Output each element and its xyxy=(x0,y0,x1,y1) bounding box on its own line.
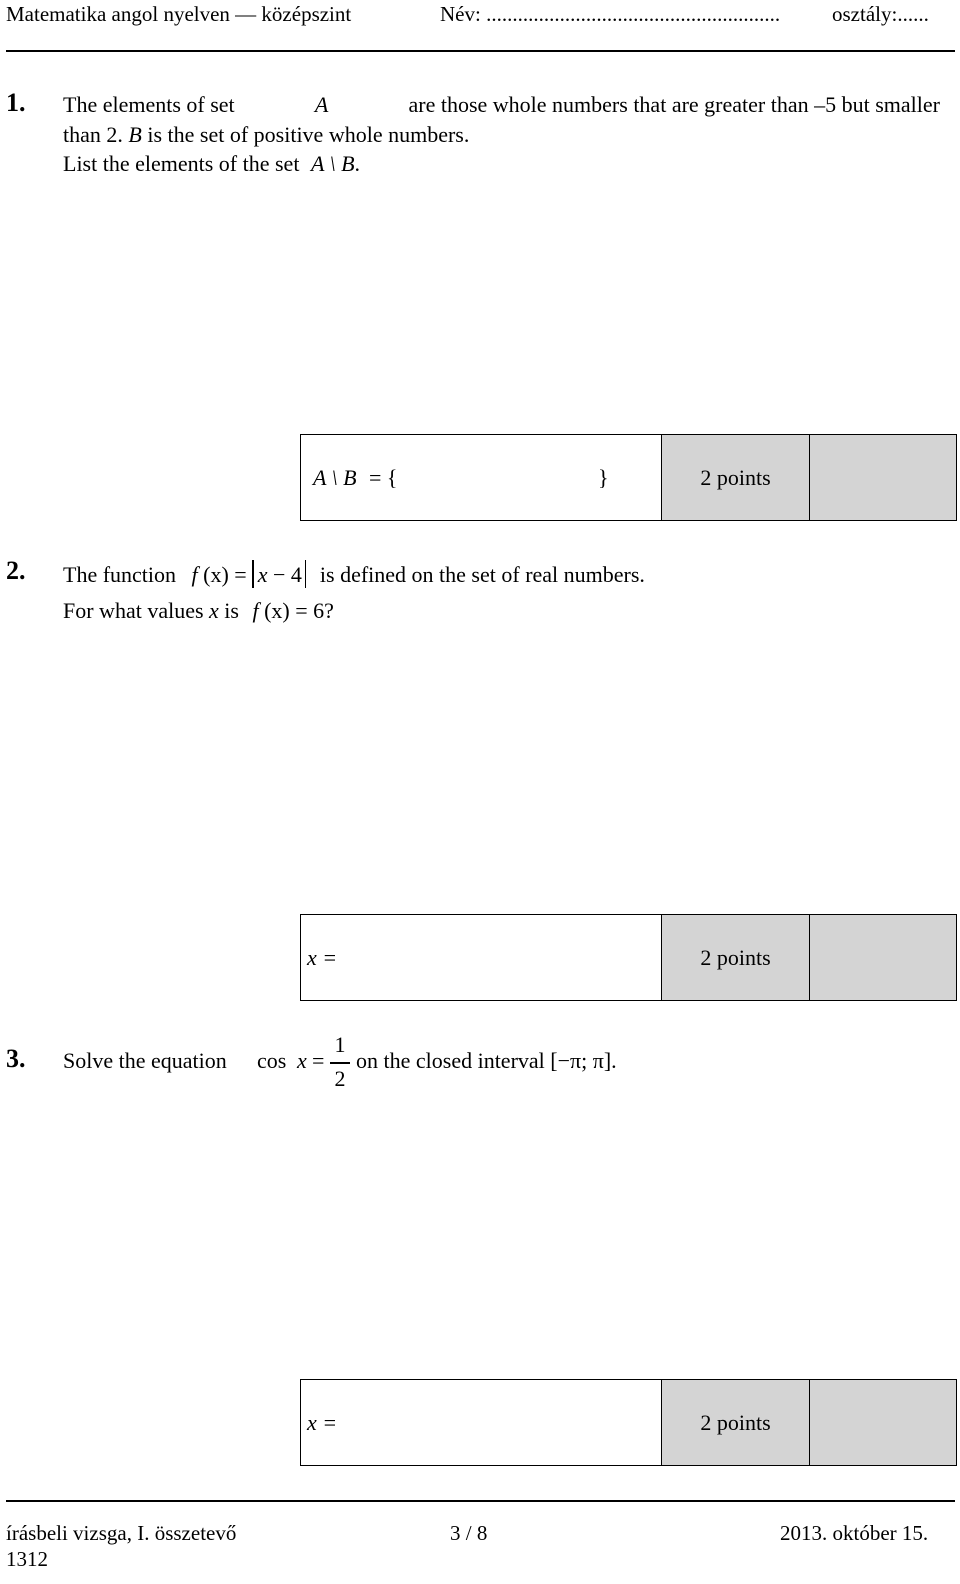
answer-box-3 xyxy=(300,1379,957,1466)
footer-left: írásbeli vizsga, I. összetevő xyxy=(6,1521,237,1545)
question-1-line-2 xyxy=(63,122,469,148)
answer-box-1 xyxy=(300,434,957,521)
answer-1-label: A \ B xyxy=(313,465,357,490)
score-cell-1 xyxy=(810,435,956,520)
answer-field-1[interactable] xyxy=(301,435,662,520)
question-1-line-1 xyxy=(63,92,940,118)
answer-2-label: x = xyxy=(307,945,338,970)
header-title: Matematika angol nyelven — középszint xyxy=(6,2,352,26)
function-f-2: f xyxy=(252,598,259,623)
question-1-number: 1. xyxy=(6,88,26,117)
question-1-text: The elements of set xyxy=(63,92,235,117)
points-cell-3: 2 points xyxy=(662,1380,810,1465)
footer-date: 2013. október 15. xyxy=(780,1521,929,1545)
question-1-instruction: List the elements of the set xyxy=(63,151,300,176)
question-mark: ? xyxy=(324,598,334,623)
question-1-text-d: is the set of positive whole numbers. xyxy=(147,122,470,147)
header-rule xyxy=(6,50,955,52)
answer-1-close: } xyxy=(598,465,609,490)
question-3-text: Solve the equation xyxy=(63,1048,227,1073)
var-x: x xyxy=(209,598,219,623)
abs-bar-left xyxy=(252,560,254,588)
footer-code: 1312 xyxy=(6,1547,48,1571)
points-cell-1: 2 points xyxy=(662,435,810,520)
set-difference-expr: A \ B xyxy=(310,151,355,176)
footer-page-number: 3 / 8 xyxy=(450,1521,488,1545)
set-b-var: B xyxy=(128,122,142,147)
answer-1-eq: = { xyxy=(369,465,398,490)
fraction-numerator: 1 xyxy=(334,1032,346,1057)
answer-box-2 xyxy=(300,914,957,1001)
question-3-text-b: on the closed interval [−π; π]. xyxy=(356,1048,617,1073)
header-name-field: Név: ........................................................ xyxy=(440,2,781,26)
function-f: f xyxy=(191,562,198,587)
question-1-period: . xyxy=(354,151,361,176)
points-cell-2: 2 points xyxy=(662,915,810,1000)
answer-field-3[interactable] xyxy=(301,1380,662,1465)
question-1-text-b: are those whole numbers that are greater than –5 but smaller xyxy=(408,92,940,117)
question-2-question: For what values xyxy=(63,598,204,623)
cos-function: cos xyxy=(257,1048,287,1073)
function-value-expr: (x) = 6 xyxy=(264,598,325,623)
answer-field-2[interactable] xyxy=(301,915,662,1000)
question-2-text-b: is defined on the set of real numbers. xyxy=(319,562,645,587)
function-arg: (x) = xyxy=(203,562,247,587)
abs-rest: − 4 xyxy=(272,562,302,587)
score-cell-2 xyxy=(810,915,956,1000)
footer-rule xyxy=(6,1500,955,1502)
score-cell-3 xyxy=(810,1380,956,1465)
equals-sign: = xyxy=(312,1048,325,1073)
abs-var: x xyxy=(257,562,268,587)
fraction-denominator: 2 xyxy=(334,1066,346,1091)
cos-var: x xyxy=(297,1048,307,1073)
question-3-number: 3. xyxy=(6,1044,26,1073)
question-1-line-3 xyxy=(63,151,360,177)
question-2-text: The function xyxy=(63,562,177,587)
question-2-line-2 xyxy=(63,598,334,624)
question-2-is: is xyxy=(224,598,239,623)
set-a-var: A xyxy=(314,92,329,117)
fraction-bar xyxy=(330,1062,350,1064)
abs-bar-right xyxy=(305,560,307,588)
question-2-number: 2. xyxy=(6,556,26,585)
question-1-text-c: than 2. xyxy=(63,122,123,147)
answer-3-label: x = xyxy=(307,1410,338,1435)
question-2-line-1 xyxy=(63,560,645,588)
header-class-field: osztály:...... xyxy=(832,2,929,26)
